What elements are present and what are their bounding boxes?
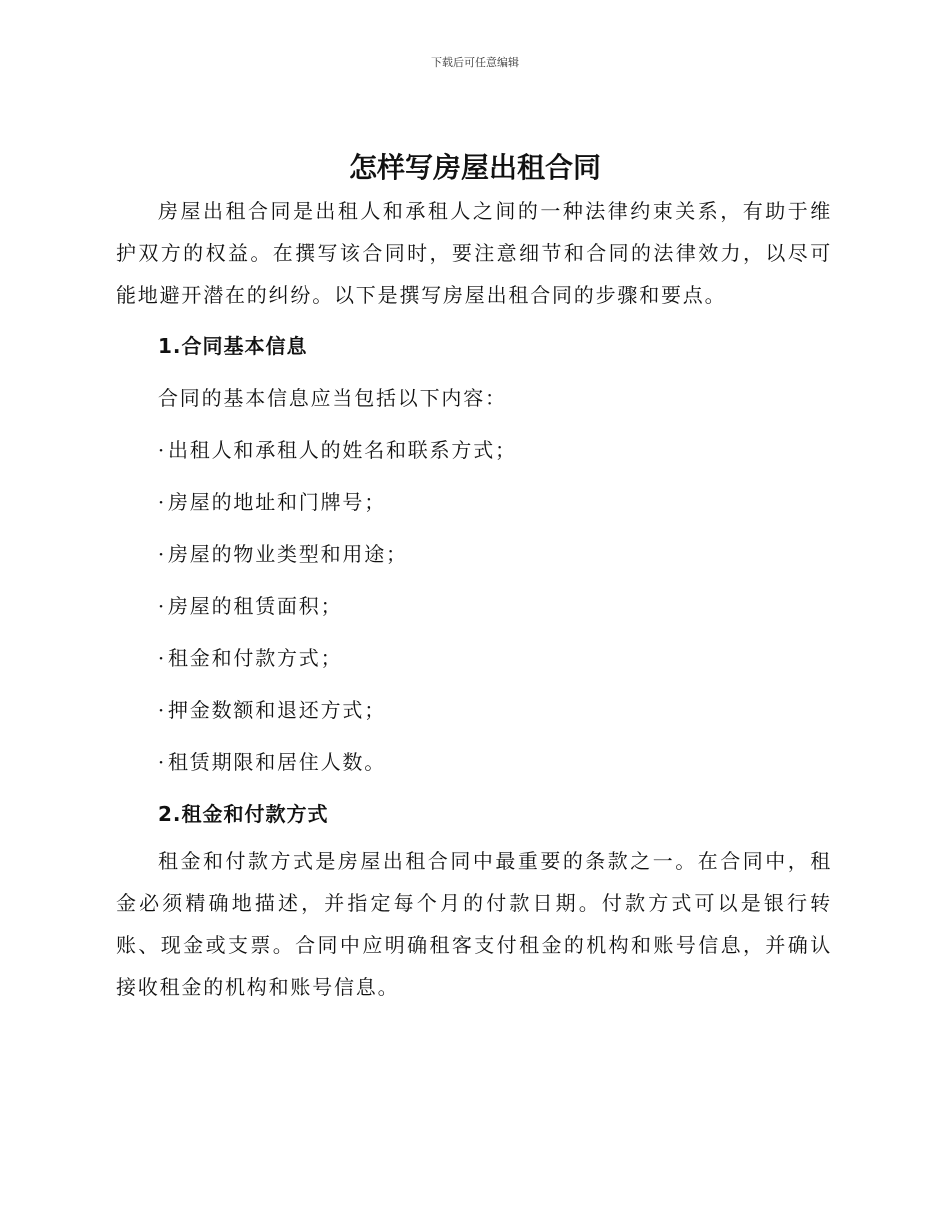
header-note: 下载后可任意编辑 (431, 56, 519, 69)
basic-info-list (116, 424, 832, 788)
bullet-mark: · (157, 698, 167, 722)
section-heading-basic-info: 1.合同基本信息 (158, 334, 308, 358)
section-heading-rent-payment: 2.租金和付款方式 (158, 802, 329, 826)
list-item (116, 632, 832, 684)
list-item (116, 580, 832, 632)
list-item-text: 出租人和承租人的姓名和联系方式； (168, 438, 517, 462)
page-title: 怎样写房屋出租合同 (348, 151, 601, 184)
list-item (116, 684, 832, 736)
list-item (116, 476, 832, 528)
list-item-text: 房屋的物业类型和用途； (168, 542, 408, 566)
bullet-mark: · (157, 750, 167, 774)
list-item-text: 房屋的地址和门牌号； (168, 490, 386, 514)
document-body (116, 190, 832, 1008)
bullet-mark: · (157, 438, 167, 462)
bullet-mark: · (157, 646, 167, 670)
list-item-text: 租赁期限和居住人数。 (168, 750, 386, 774)
intro-paragraph: 房屋出租合同是出租人和承租人之间的一种法律约束关系，有助于维护双方的权益。在撰写该合同时，要注意细节和合同的法律效力，以尽可能地避开潜在的纠纷。以下是撰写房屋出租合同的步骤和要点。 (116, 199, 832, 307)
bullet-mark: · (157, 542, 167, 566)
bullet-mark: · (157, 490, 167, 514)
section-lead-basic-info: 合同的基本信息应当包括以下内容： (158, 386, 507, 410)
list-item-text: 租金和付款方式； (168, 646, 343, 670)
list-item (116, 528, 832, 580)
bullet-mark: · (157, 594, 167, 618)
rent-payment-paragraph: 租金和付款方式是房屋出租合同中最重要的条款之一。在合同中，租金必须精确地描述，并指定每个月的付款日期。付款方式可以是银行转账、现金或支票。合同中应明确租客支付租金的机构和账号信息，并确认接收租金的机构和账号信息。 (116, 849, 832, 999)
list-item (116, 736, 832, 788)
list-item (116, 424, 832, 476)
list-item-text: 押金数额和退还方式； (168, 698, 386, 722)
list-item-text: 房屋的租赁面积； (168, 594, 343, 618)
